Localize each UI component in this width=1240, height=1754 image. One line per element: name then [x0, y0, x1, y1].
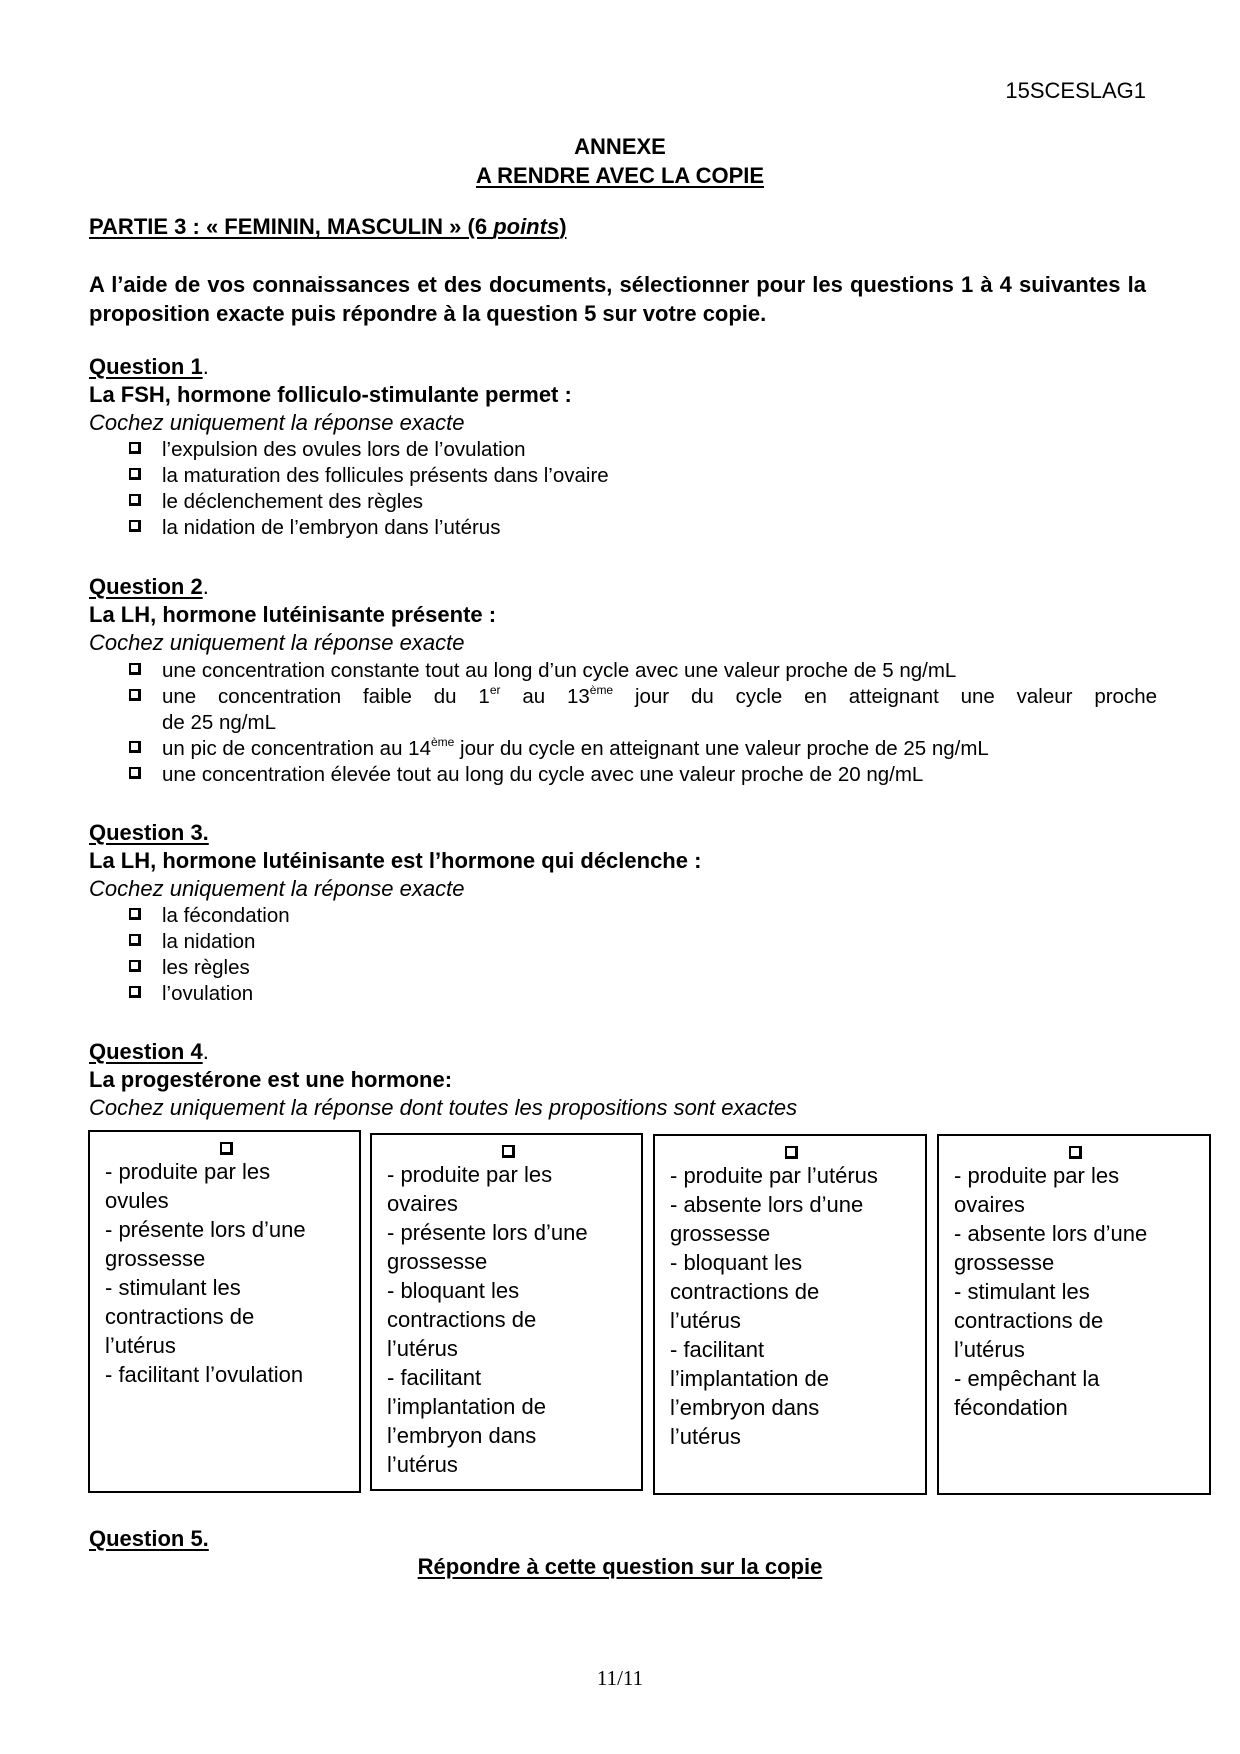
question-3-label: Question 3. [89, 820, 209, 845]
question-3-instruction: Cochez uniquement la réponse exacte [89, 876, 465, 901]
answer-card-text: - produite par les ovaires - présente lors d’une grossesse - bloquant les contractions de l’utérus - facilitant l’implantation de l’embryon dans l’utérus [387, 1162, 588, 1477]
annexe-subtitle: A RENDRE AVEC LA COPIE [475, 163, 765, 188]
checkbox-icon[interactable] [502, 1145, 515, 1158]
question-4-title: Question 4 [89, 1039, 203, 1064]
part-heading-prefix: PARTIE 3 : « FEMININ, MASCULIN » (6 [89, 214, 494, 239]
question-1-instruction: Cochez uniquement la réponse exacte [89, 410, 465, 435]
question-1-title: Question 1 [89, 354, 203, 379]
question-3-option[interactable]: les règles [127, 955, 1157, 981]
question-2-punct: . [202, 574, 209, 599]
question-1-label [89, 353, 209, 381]
answer-card-1[interactable] [88, 1130, 361, 1493]
part-points-word: points [493, 214, 560, 239]
question-3-prompt: La LH, hormone lutéinisante est l’hormone qui déclenche : [89, 848, 702, 873]
question-3-option[interactable]: la nidation [127, 929, 1157, 955]
answer-card-text: - produite par les ovules - présente lors d’une grossesse - stimulant les contractions de l’utérus - facilitant l’ovulation [105, 1159, 306, 1387]
question-5-instruction: Répondre à cette question sur la copie [417, 1554, 823, 1579]
question-1-option[interactable]: l’expulsion des ovules lors de l’ovulation [127, 437, 1157, 463]
checkbox-icon[interactable] [129, 468, 141, 480]
question-3-option[interactable]: l’ovulation [127, 981, 1157, 1007]
checkbox-icon[interactable] [129, 520, 141, 532]
question-2-label [89, 573, 209, 601]
question-1-option[interactable]: la maturation des follicules présents dans l’ovaire [127, 463, 1157, 489]
question-4-label [89, 1038, 209, 1066]
question-4-instruction: Cochez uniquement la réponse dont toutes les propositions sont exactes [89, 1095, 798, 1120]
checkbox-icon[interactable] [129, 908, 141, 920]
question-1-prompt: La FSH, hormone folliculo-stimulante permet : [89, 382, 572, 407]
checkbox-icon[interactable] [129, 442, 141, 454]
checkbox-icon[interactable] [220, 1142, 233, 1155]
question-1-option[interactable]: la nidation de l’embryon dans l’utérus [127, 515, 1157, 541]
checkbox-icon[interactable] [129, 494, 141, 506]
checkbox-icon[interactable] [129, 934, 141, 946]
part-heading [89, 213, 567, 241]
question-2-option[interactable]: une concentration constante tout au long d’un cycle avec une valeur proche de 5 ng/mL [127, 658, 1157, 684]
part-heading-suffix: ) [559, 214, 567, 239]
question-2-options [127, 658, 1157, 788]
answer-card-3[interactable] [653, 1134, 927, 1495]
checkbox-icon[interactable] [129, 986, 141, 998]
question-2-prompt: La LH, hormone lutéinisante présente : [89, 602, 497, 627]
question-2-option[interactable]: un pic de concentration au 14ème jour du cycle en atteignant une valeur proche de 25 ng/mL [127, 736, 1157, 762]
answer-card-text: - produite par les ovaires - absente lors d’une grossesse - stimulant les contractions de l’utérus - empêchant la fécondation [954, 1163, 1148, 1420]
annexe-title: ANNEXE [574, 134, 666, 159]
checkbox-icon[interactable] [129, 741, 141, 753]
question-2-instruction: Cochez uniquement la réponse exacte [89, 630, 465, 655]
checkbox-icon[interactable] [129, 663, 141, 675]
question-3-option[interactable]: la fécondation [127, 903, 1157, 929]
checkbox-icon[interactable] [1069, 1146, 1082, 1159]
answer-card-4[interactable] [937, 1134, 1211, 1495]
checkbox-icon[interactable] [785, 1146, 798, 1159]
question-2-option[interactable]: une concentration faible du 1er au 13ème jour du cycle en atteignant une valeur proche de 25 ng/mL [127, 684, 1157, 736]
question-3-options [127, 903, 1157, 1007]
question-4-prompt: La progestérone est une hormone: [89, 1067, 453, 1092]
question-1-punct: . [202, 354, 209, 379]
intro-instructions: A l’aide de vos connaissances et des documents, sélectionner pour les questions 1 à 4 suivantes la proposition exacte puis répondre à la question 5 sur votre copie. [89, 272, 1146, 326]
checkbox-icon[interactable] [129, 767, 141, 779]
document-code: 15SCESLAG1 [1005, 78, 1146, 103]
question-2-option[interactable]: une concentration élevée tout au long du cycle avec une valeur proche de 20 ng/mL [127, 762, 1157, 788]
page-number: 11/11 [596, 1666, 644, 1690]
answer-card-2[interactable] [370, 1133, 643, 1491]
question-1-option[interactable]: le déclenchement des règles [127, 489, 1157, 515]
answer-card-text: - produite par l’utérus - absente lors d’une grossesse - bloquant les contractions de l’utérus - facilitant l’implantation de l’embryon dans l’utérus [670, 1163, 878, 1449]
question-4-punct: . [202, 1039, 209, 1064]
question-1-options [127, 437, 1157, 541]
question-2-title: Question 2 [89, 574, 203, 599]
checkbox-icon[interactable] [129, 689, 141, 701]
checkbox-icon[interactable] [129, 960, 141, 972]
question-5-label: Question 5. [89, 1526, 209, 1551]
